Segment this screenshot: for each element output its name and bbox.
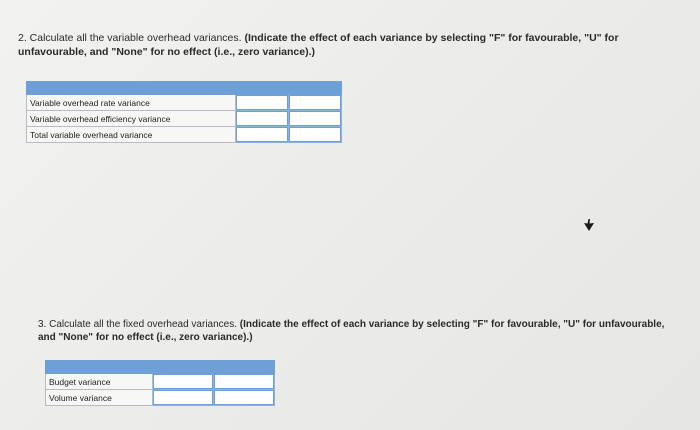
- table-row: [46, 374, 275, 390]
- question-2-text: [18, 31, 688, 59]
- table-header-amount-cell: [153, 361, 214, 374]
- row-label: Variable overhead rate variance: [27, 95, 236, 111]
- table-header-label-cell: [46, 361, 153, 374]
- variable-overhead-variance-table: [26, 81, 342, 143]
- amount-input[interactable]: [153, 390, 214, 406]
- table-row: [27, 95, 342, 111]
- row-label: Variable overhead efficiency variance: [27, 111, 236, 127]
- effect-select[interactable]: [214, 374, 275, 390]
- table-header-effect-cell: [214, 361, 275, 374]
- question-2-prefix: 2. Calculate all the variable overhead variances.: [18, 32, 245, 44]
- row-label: Total variable overhead variance: [27, 127, 236, 143]
- question-3-instruction: (Indicate the effect of each variance by selecting "F" for favourable, "U" for unfavourable, and "None" for no effect (i.e., zero variance).): [38, 319, 665, 343]
- row-label: Budget variance: [46, 374, 153, 390]
- amount-input[interactable]: [153, 374, 214, 390]
- table-header-label-cell: [27, 82, 236, 95]
- fixed-overhead-variance-table: [45, 360, 275, 406]
- question-3-text: [38, 318, 678, 344]
- effect-select[interactable]: [289, 111, 342, 127]
- table-header-row: [46, 361, 275, 374]
- effect-select[interactable]: [289, 127, 342, 143]
- amount-input[interactable]: [236, 127, 289, 143]
- table-header-effect-cell: [289, 82, 342, 95]
- amount-input[interactable]: [236, 111, 289, 127]
- table-header-row: [27, 82, 342, 95]
- question-3-prefix: 3. Calculate all the fixed overhead variances.: [38, 319, 240, 330]
- mouse-pointer-icon: [583, 218, 595, 232]
- effect-select[interactable]: [214, 390, 275, 406]
- table-header-amount-cell: [236, 82, 289, 95]
- amount-input[interactable]: [236, 95, 289, 111]
- table-row: [27, 111, 342, 127]
- effect-select[interactable]: [289, 95, 342, 111]
- table-row: [27, 127, 342, 143]
- question-2-instruction: (Indicate the effect of each variance by selecting "F" for favourable, "U" for unfavourable, and "None" for no effect (i.e., zero variance).): [18, 32, 619, 58]
- row-label: Volume variance: [46, 390, 153, 406]
- table-row: [46, 390, 275, 406]
